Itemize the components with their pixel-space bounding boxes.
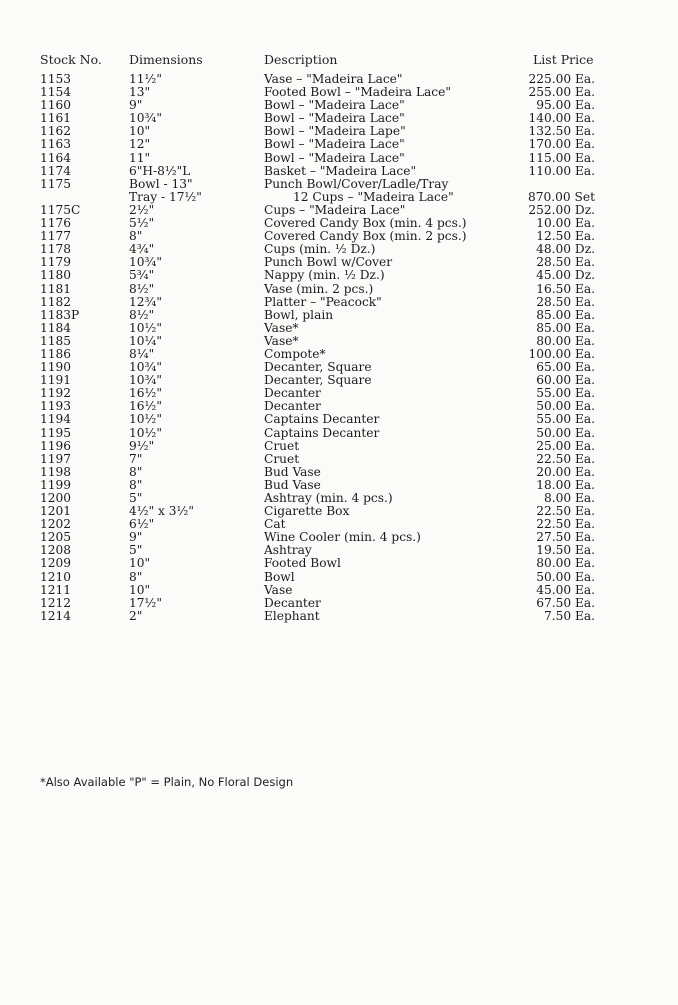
price-cell: 225.00 Ea. bbox=[528, 72, 595, 86]
dimensions-cell: 9" bbox=[129, 530, 143, 545]
stock-cell: 1201 bbox=[40, 504, 72, 519]
table-row bbox=[0, 335, 678, 348]
table-row bbox=[0, 309, 678, 322]
stock-cell: 1198 bbox=[40, 464, 72, 479]
dimensions-cell: 10¾" bbox=[129, 373, 162, 388]
price-cell: 55.00 Ea. bbox=[536, 386, 595, 401]
description-cell: Cigarette Box bbox=[264, 504, 350, 519]
price-cell: 16.50 Ea. bbox=[536, 281, 595, 296]
dimensions-cell: 5" bbox=[129, 491, 143, 505]
stock-cell: 1175C bbox=[40, 202, 81, 217]
dimensions-cell: 10" bbox=[129, 124, 151, 139]
dimensions-cell: 5" bbox=[129, 543, 143, 558]
price-cell: 85.00 Ea. bbox=[536, 320, 595, 335]
stock-cell: 1164 bbox=[40, 150, 72, 165]
stock-cell: 1176 bbox=[40, 216, 72, 231]
stock-cell: 1196 bbox=[40, 438, 72, 453]
table-row bbox=[0, 571, 678, 584]
stock-cell: 1205 bbox=[40, 530, 72, 545]
description-cell: Cups – "Madeira Lace" bbox=[264, 202, 406, 217]
table-row bbox=[0, 283, 678, 296]
dimensions-cell: 8" bbox=[129, 569, 143, 584]
description-cell: Basket – "Madeira Lace" bbox=[264, 163, 417, 178]
description-cell: 12 Cups – "Madeira Lace" bbox=[293, 189, 454, 204]
price-cell: 50.00 Ea. bbox=[536, 425, 595, 440]
dimensions-cell: 10½" bbox=[129, 425, 162, 440]
price-cell: 28.50 Ea. bbox=[536, 294, 595, 309]
price-cell: 255.00 Ea. bbox=[528, 85, 595, 100]
description-cell: Decanter bbox=[264, 595, 321, 610]
price-cell: 18.00 Ea. bbox=[536, 477, 595, 492]
description-cell: Captains Decanter bbox=[264, 425, 380, 440]
price-cell: 870.00 Set bbox=[528, 189, 595, 204]
dimensions-cell: 16½" bbox=[129, 386, 162, 401]
dimensions-cell: 5¾" bbox=[129, 268, 155, 283]
stock-cell: 1191 bbox=[40, 373, 72, 388]
table-row bbox=[0, 191, 678, 204]
price-cell: 115.00 Ea. bbox=[528, 150, 595, 165]
price-cell: 27.50 Ea. bbox=[536, 530, 595, 545]
price-cell: 8.00 Ea. bbox=[543, 491, 595, 505]
dimensions-cell: 2½" bbox=[129, 202, 155, 217]
description-cell: Ashtray bbox=[264, 543, 312, 558]
stock-cell: 1183P bbox=[40, 307, 80, 322]
description-cell: Bud Vase bbox=[264, 477, 321, 492]
price-cell: 95.00 Ea. bbox=[536, 98, 595, 113]
price-cell: 60.00 Ea. bbox=[536, 373, 595, 388]
dimensions-cell: 17½" bbox=[129, 595, 162, 610]
description-cell: Vase* bbox=[264, 333, 299, 348]
table-row bbox=[0, 138, 678, 151]
stock-cell: 1180 bbox=[40, 268, 72, 283]
table-row bbox=[0, 453, 678, 466]
description-cell: Compote* bbox=[264, 346, 326, 361]
stock-cell: 1195 bbox=[40, 425, 72, 440]
stock-cell: 1211 bbox=[40, 582, 72, 597]
stock-cell: 1181 bbox=[40, 281, 72, 296]
stock-cell: 1209 bbox=[40, 556, 72, 571]
header-description: Description bbox=[264, 52, 338, 67]
price-cell: 45.00 Ea. bbox=[536, 582, 595, 597]
dimensions-cell: 10½" bbox=[129, 412, 162, 427]
price-cell: 110.00 Ea. bbox=[528, 163, 595, 178]
price-cell: 19.50 Ea. bbox=[536, 543, 595, 558]
dimensions-cell: 9" bbox=[129, 98, 143, 113]
description-cell: Ashtray (min. 4 pcs.) bbox=[264, 491, 393, 505]
header-list-price: List Price bbox=[533, 52, 594, 67]
header-stock-no: Stock No. bbox=[40, 52, 102, 67]
dimensions-cell: 8¼" bbox=[129, 346, 155, 361]
price-cell: 80.00 Ea. bbox=[536, 556, 595, 571]
stock-cell: 1154 bbox=[40, 85, 72, 100]
stock-cell: 1175 bbox=[40, 176, 72, 191]
table-row bbox=[0, 296, 678, 309]
dimensions-cell: 12¾" bbox=[129, 294, 162, 309]
price-cell: 132.50 Ea. bbox=[528, 124, 595, 139]
stock-cell: 1202 bbox=[40, 517, 72, 532]
price-cell: 65.00 Ea. bbox=[536, 360, 595, 375]
price-cell: 85.00 Ea. bbox=[536, 307, 595, 322]
description-cell: Bowl – "Madeira Lace" bbox=[264, 98, 405, 113]
description-cell: Captains Decanter bbox=[264, 412, 380, 427]
price-cell: 170.00 Ea. bbox=[528, 137, 595, 152]
stock-cell: 1162 bbox=[40, 124, 72, 139]
dimensions-cell: 10¾" bbox=[129, 111, 162, 126]
price-cell: 67.50 Ea. bbox=[536, 595, 595, 610]
description-cell: Cruet bbox=[264, 451, 300, 466]
stock-cell: 1179 bbox=[40, 255, 72, 270]
description-cell: Cruet bbox=[264, 438, 300, 453]
footnote: *Also Available "P" = Plain, No Floral Design bbox=[40, 775, 294, 789]
dimensions-cell: 8½" bbox=[129, 307, 155, 322]
dimensions-cell: 11" bbox=[129, 150, 151, 165]
dimensions-cell: 16½" bbox=[129, 399, 162, 414]
description-cell: Cups (min. ½ Dz.) bbox=[264, 242, 376, 257]
description-cell: Decanter, Square bbox=[264, 360, 372, 375]
table-row bbox=[0, 557, 678, 570]
stock-cell: 1210 bbox=[40, 569, 72, 584]
stock-cell: 1178 bbox=[40, 242, 72, 257]
price-cell: 20.00 Ea. bbox=[536, 464, 595, 479]
dimensions-cell: 10¾" bbox=[129, 360, 162, 375]
price-cell: 50.00 Ea. bbox=[536, 399, 595, 414]
price-cell: 100.00 Ea. bbox=[528, 346, 595, 361]
price-cell: 252.00 Dz. bbox=[528, 202, 595, 217]
description-cell: Platter – "Peacock" bbox=[264, 294, 382, 309]
dimensions-cell: 10¼" bbox=[129, 333, 162, 348]
price-cell: 50.00 Ea. bbox=[536, 569, 595, 584]
dimensions-cell: 10" bbox=[129, 582, 151, 597]
dimensions-cell: 8½" bbox=[129, 281, 155, 296]
description-cell: Punch Bowl w/Cover bbox=[264, 255, 393, 270]
dimensions-cell: 8" bbox=[129, 477, 143, 492]
price-cell: 12.50 Ea. bbox=[536, 229, 595, 244]
dimensions-cell: 2" bbox=[129, 608, 143, 623]
table-row bbox=[0, 178, 678, 191]
table-row bbox=[0, 584, 678, 597]
description-cell: Covered Candy Box (min. 4 pcs.) bbox=[264, 216, 467, 231]
table-row bbox=[0, 152, 678, 165]
stock-cell: 1174 bbox=[40, 163, 72, 178]
price-cell: 10.00 Ea. bbox=[536, 216, 595, 231]
stock-cell: 1197 bbox=[40, 451, 72, 466]
stock-cell: 1184 bbox=[40, 320, 72, 335]
description-cell: Vase* bbox=[264, 320, 299, 335]
table-row bbox=[0, 413, 678, 426]
dimensions-cell: 8" bbox=[129, 229, 143, 244]
description-cell: Vase – "Madeira Lace" bbox=[264, 72, 403, 86]
stock-cell: 1199 bbox=[40, 477, 72, 492]
table-row bbox=[0, 610, 678, 623]
description-cell: Decanter, Square bbox=[264, 373, 372, 388]
dimensions-cell: 4¾" bbox=[129, 242, 155, 257]
table-row bbox=[0, 165, 678, 178]
dimensions-cell: 10¾" bbox=[129, 255, 162, 270]
price-cell: 22.50 Ea. bbox=[536, 517, 595, 532]
table-row bbox=[0, 322, 678, 335]
stock-cell: 1177 bbox=[40, 229, 72, 244]
dimensions-cell: 8" bbox=[129, 464, 143, 479]
description-cell: Vase bbox=[264, 582, 293, 597]
dimensions-cell: 4½" x 3½" bbox=[129, 504, 194, 519]
description-cell: Bowl – "Madeira Lace" bbox=[264, 150, 405, 165]
header-dimensions: Dimensions bbox=[129, 52, 203, 67]
table-row bbox=[0, 427, 678, 440]
dimensions-cell: 9½" bbox=[129, 438, 155, 453]
description-cell: Bud Vase bbox=[264, 464, 321, 479]
description-cell: Bowl, plain bbox=[264, 307, 334, 322]
price-table bbox=[0, 73, 678, 623]
price-cell: 55.00 Ea. bbox=[536, 412, 595, 427]
stock-cell: 1182 bbox=[40, 294, 72, 309]
stock-cell: 1153 bbox=[40, 72, 72, 86]
description-cell: Bowl – "Madeira Lace" bbox=[264, 111, 405, 126]
dimensions-cell: 12" bbox=[129, 137, 151, 152]
dimensions-cell: 10½" bbox=[129, 320, 162, 335]
dimensions-cell: 13" bbox=[129, 85, 151, 100]
stock-cell: 1160 bbox=[40, 98, 72, 113]
price-cell: 48.00 Dz. bbox=[536, 242, 595, 257]
description-cell: Punch Bowl/Cover/Ladle/Tray bbox=[264, 176, 449, 191]
table-row bbox=[0, 440, 678, 453]
dimensions-cell: 10" bbox=[129, 556, 151, 571]
stock-cell: 1193 bbox=[40, 399, 72, 414]
description-cell: Covered Candy Box (min. 2 pcs.) bbox=[264, 229, 467, 244]
stock-cell: 1161 bbox=[40, 111, 72, 126]
description-cell: Nappy (min. ½ Dz.) bbox=[264, 268, 385, 283]
dimensions-cell: 5½" bbox=[129, 216, 155, 231]
description-cell: Bowl bbox=[264, 569, 295, 584]
description-cell: Cat bbox=[264, 517, 286, 532]
stock-cell: 1200 bbox=[40, 491, 72, 505]
description-cell: Wine Cooler (min. 4 pcs.) bbox=[264, 530, 421, 545]
table-row bbox=[0, 466, 678, 479]
dimensions-cell: 6½" bbox=[129, 517, 155, 532]
description-cell: Elephant bbox=[264, 608, 320, 623]
stock-cell: 1186 bbox=[40, 346, 72, 361]
stock-cell: 1192 bbox=[40, 386, 72, 401]
price-cell: 140.00 Ea. bbox=[528, 111, 595, 126]
price-cell: 45.00 Dz. bbox=[536, 268, 595, 283]
price-cell: 25.00 Ea. bbox=[536, 438, 595, 453]
description-cell: Vase (min. 2 pcs.) bbox=[264, 281, 374, 296]
stock-cell: 1190 bbox=[40, 360, 72, 375]
description-cell: Footed Bowl bbox=[264, 556, 341, 571]
description-cell: Footed Bowl – "Madeira Lace" bbox=[264, 85, 451, 100]
dimensions-cell: Bowl - 13" bbox=[129, 176, 193, 191]
dimensions-cell: 7" bbox=[129, 451, 143, 466]
dimensions-cell: Tray - 17½" bbox=[129, 189, 202, 204]
description-cell: Bowl – "Madeira Lape" bbox=[264, 124, 406, 139]
dimensions-cell: 11½" bbox=[129, 72, 162, 86]
table-row bbox=[0, 597, 678, 610]
dimensions-cell: 6"H-8½"L bbox=[129, 163, 191, 178]
price-cell: 22.50 Ea. bbox=[536, 451, 595, 466]
price-cell: 7.50 Ea. bbox=[543, 608, 595, 623]
description-cell: Bowl – "Madeira Lace" bbox=[264, 137, 405, 152]
stock-cell: 1212 bbox=[40, 595, 72, 610]
description-cell: Decanter bbox=[264, 399, 321, 414]
stock-cell: 1194 bbox=[40, 412, 72, 427]
price-cell: 80.00 Ea. bbox=[536, 333, 595, 348]
stock-cell: 1208 bbox=[40, 543, 72, 558]
stock-cell: 1163 bbox=[40, 137, 72, 152]
table-row bbox=[0, 269, 678, 282]
description-cell: Decanter bbox=[264, 386, 321, 401]
price-cell: 28.50 Ea. bbox=[536, 255, 595, 270]
price-cell: 22.50 Ea. bbox=[536, 504, 595, 519]
stock-cell: 1185 bbox=[40, 333, 72, 348]
stock-cell: 1214 bbox=[40, 608, 72, 623]
